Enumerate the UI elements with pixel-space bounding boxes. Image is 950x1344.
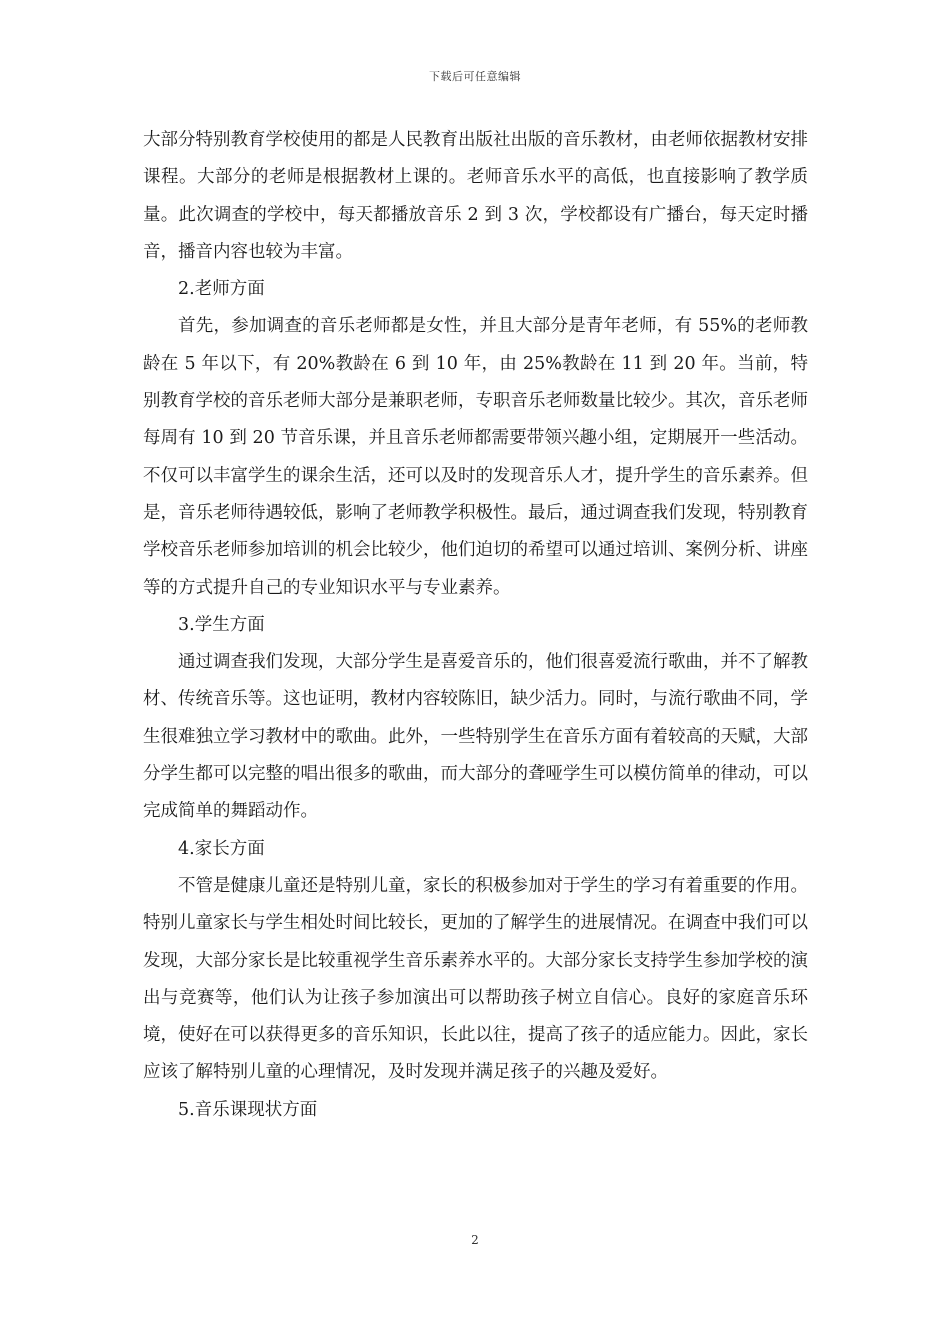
section-heading-parents: 4.家长方面 xyxy=(178,838,265,859)
document-body xyxy=(143,122,808,1129)
section-heading-music-class: 5.音乐课现状方面 xyxy=(178,1099,318,1120)
paragraph-students: 通过调查我们发现，大部分学生是喜爱音乐的，他们很喜爱流行歌曲，并不了解教材、传统音乐等。这也证明，教材内容较陈旧，缺少活力。同时，与流行歌曲不同，学生很难独立学习教材中的歌曲。此外，一些特别学生在音乐方面有着较高的天赋，大部分学生都可以完整的唱出很多的歌曲，而大部分的聋哑学生可以模仿简单的律动，可以完成简单的舞蹈动作。 xyxy=(143,652,808,822)
page-header: 下载后可任意编辑 xyxy=(429,70,521,83)
page-number: 2 xyxy=(471,1233,479,1247)
paragraph-parents: 不管是健康儿童还是特别儿童，家长的积极参加对于学生的学习有着重要的作用。特别儿童家长与学生相处时间比较长，更加的了解学生的进展情况。在调查中我们可以发现，大部分家长是比较重视学生音乐素养水平的。大部分家长支持学生参加学校的演出与竞赛等，他们认为让孩子参加演出可以帮助孩子树立自信心。良好的家庭音乐环境，使好在可以获得更多的音乐知识，长此以往，提高了孩子的适应能力。因此，家长应该了解特别儿童的心理情况，及时发现并满足孩子的兴趣及爱好。 xyxy=(143,875,808,1083)
paragraph-teachers: 首先，参加调查的音乐老师都是女性，并且大部分是青年老师，有 55%的老师教龄在 5 年以下，有 20%教龄在 6 到 10 年，由 25%教龄在 11 到 20 年。当前，特别教育学校的音乐老师大部分是兼职老师，专职音乐老师数量比较少。其次，音乐老师每周有 10 到 20 节音乐课，并且音乐老师都需要带领兴趣小组，定期展开一些活动。不仅可以丰富学生的课余生活，还可以及时的发现音乐人才，提升学生的音乐素养。但是，音乐老师待遇较低，影响了老师教学积极性。最后，通过调查我们发现，特别教育学校音乐老师参加培训的机会比较少，他们迫切的希望可以通过培训、案例分析、讲座等的方式提升自己的专业知识水平与专业素养。 xyxy=(143,316,808,598)
section-heading-teachers: 2.老师方面 xyxy=(178,279,265,300)
paragraph-school-overview: 大部分特别教育学校使用的都是人民教育出版社出版的音乐教材，由老师依据教材安排课程。大部分的老师是根据教材上课的。老师音乐水平的高低，也直接影响了教学质量。此次调查的学校中，每天都播放音乐 2 到 3 次，学校都设有广播台，每天定时播音，播音内容也较为丰富。 xyxy=(143,130,808,262)
section-heading-students: 3.学生方面 xyxy=(178,614,265,635)
